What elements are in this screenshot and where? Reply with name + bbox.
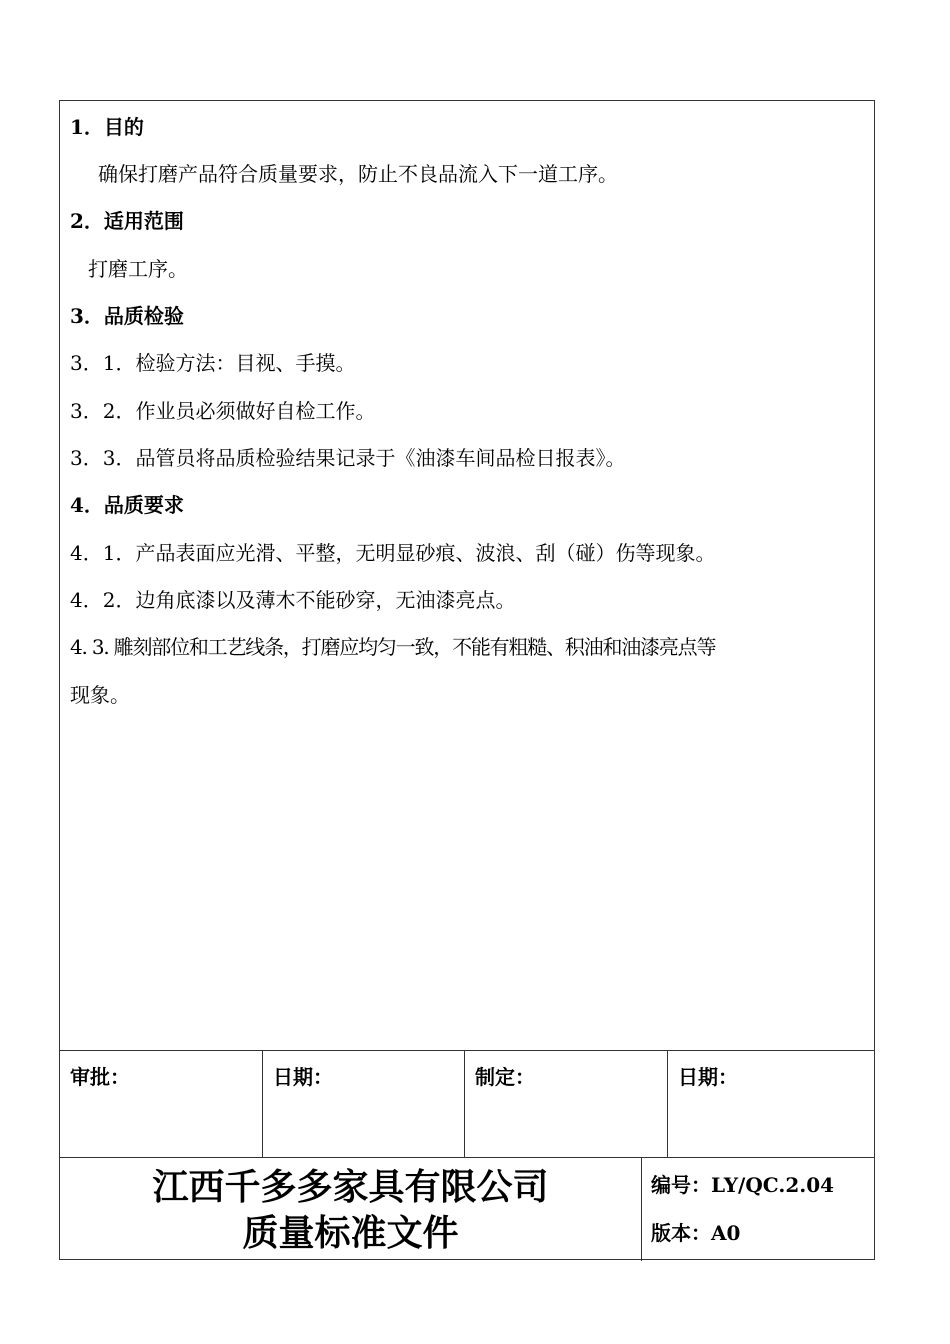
section-4-3-line1: 4. 3. 雕刻部位和工艺线条，打磨应均匀一致，不能有粗糙、积油和油漆亮点等 <box>70 635 716 659</box>
section-1-heading: 1．目的 <box>70 115 144 139</box>
document-number: 编号：LY/QC.2.04 <box>651 1173 835 1197</box>
document-version: 版本：A0 <box>651 1221 741 1245</box>
section-4-heading: 4．品质要求 <box>70 493 184 517</box>
document-type: 质量标准文件 <box>242 1211 459 1254</box>
prepare-date-field[interactable] <box>668 1051 874 1158</box>
prepare-field[interactable] <box>465 1051 668 1158</box>
document-info <box>642 1158 874 1261</box>
prepare-label: 制定： <box>475 1065 535 1089</box>
prepare-date-label: 日期： <box>678 1065 738 1089</box>
section-3-3: 3．3．品管员将品质检验结果记录于《油漆车间品检日报表》。 <box>70 446 626 470</box>
approve-field[interactable] <box>60 1051 263 1158</box>
company-name: 江西千多多家具有限公司 <box>152 1165 549 1208</box>
company-block <box>60 1158 642 1261</box>
section-3-1: 3．1．检验方法：目视、手摸。 <box>70 351 356 375</box>
section-1-text: 确保打磨产品符合质量要求，防止不良品流入下一道工序。 <box>98 162 618 186</box>
approve-label: 审批： <box>70 1065 130 1089</box>
section-4-1: 4．1．产品表面应光滑、平整，无明显砂痕、波浪、刮（碰）伤等现象。 <box>70 541 716 565</box>
approve-date-field[interactable] <box>263 1051 465 1158</box>
signature-row <box>60 1050 874 1158</box>
approve-date-label: 日期： <box>273 1065 333 1089</box>
document-content <box>60 101 874 1051</box>
section-4-2: 4．2．边角底漆以及薄木不能砂穿，无油漆亮点。 <box>70 588 516 612</box>
section-2-text: 打磨工序。 <box>88 257 188 281</box>
section-3-heading: 3．品质检验 <box>70 304 184 328</box>
section-3-2: 3．2．作业员必须做好自检工作。 <box>70 399 376 423</box>
document-footer <box>60 1157 874 1261</box>
document-frame <box>59 100 875 1260</box>
section-4-3-line2: 现象。 <box>70 683 130 707</box>
section-2-heading: 2．适用范围 <box>70 209 184 233</box>
